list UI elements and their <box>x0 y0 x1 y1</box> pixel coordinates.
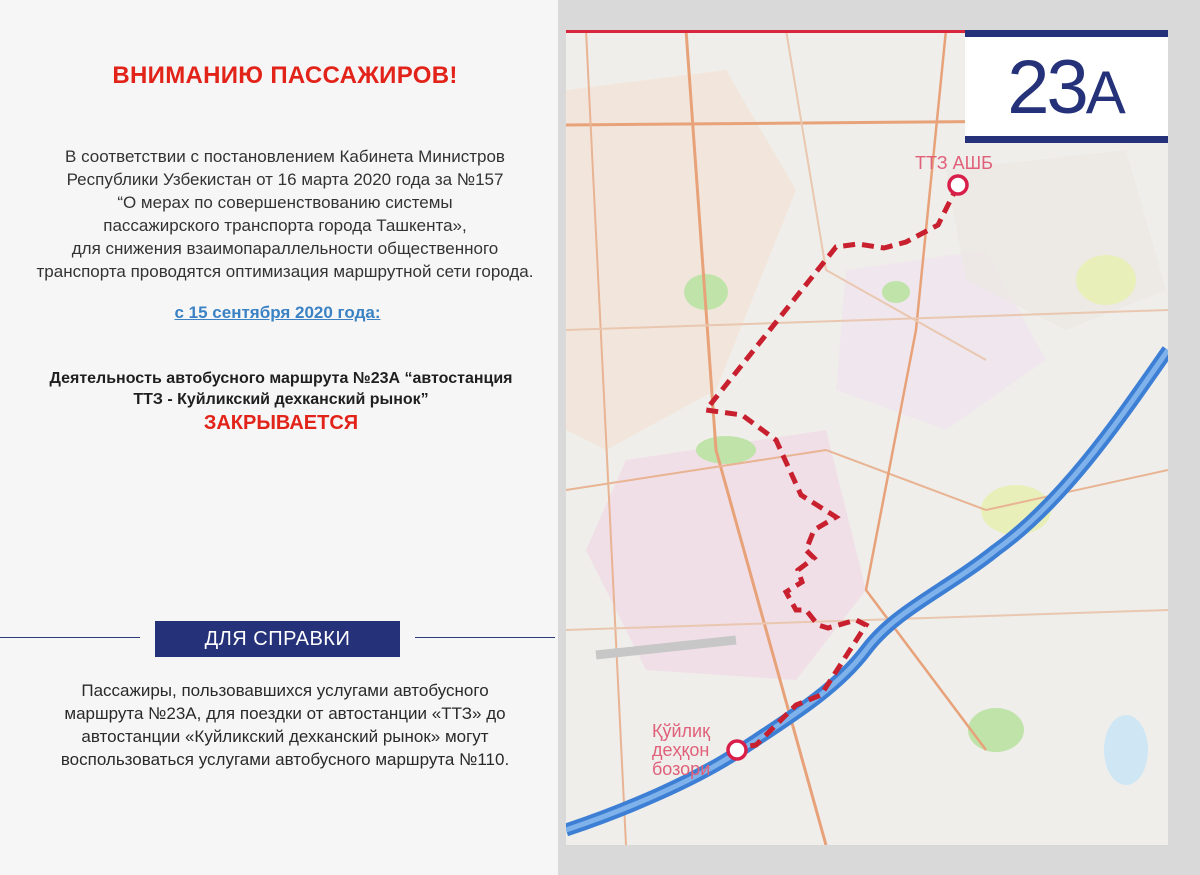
intro-line: для снижения взаимопараллельности общественного <box>71 239 499 258</box>
reference-text <box>0 679 570 771</box>
divider-right <box>415 637 555 638</box>
closing-status: ЗАКРЫВАЕТСЯ <box>203 412 359 434</box>
route-number-digits: 23 <box>1007 45 1086 130</box>
route-number-badge <box>965 30 1168 143</box>
intro-line: “О мерах по совершенствованию системы <box>117 193 453 212</box>
route-description <box>0 368 562 410</box>
intro-line: В соответствии с постановлением Кабинета Министров <box>65 147 505 166</box>
start-stop-marker <box>949 176 967 194</box>
end-stop-label <box>652 722 710 779</box>
reference-line: Пассажиры, пользовавшихся услугами автобусного <box>81 681 489 700</box>
badge-top-bar <box>965 30 1168 37</box>
route-number <box>965 44 1168 131</box>
park-area <box>1076 255 1136 305</box>
end-stop-label-line: бозори <box>652 759 711 779</box>
route-desc-line: Деятельность автобусного маршрута №23А “автостанция <box>49 370 513 387</box>
park-area <box>968 708 1024 752</box>
reference-line: воспользоваться услугами автобусного маршрута №110. <box>60 750 510 769</box>
divider-left <box>0 637 140 638</box>
route-desc-line: ТТЗ - Куйликский дехканский рынок” <box>133 391 429 408</box>
park-area <box>1104 715 1148 785</box>
intro-text <box>0 145 570 283</box>
end-stop-label-line: Қўйлиқ <box>652 721 710 741</box>
park-area <box>696 436 756 464</box>
badge-bottom-bar <box>965 136 1168 143</box>
reference-heading: ДЛЯ СПРАВКИ <box>155 621 400 657</box>
end-stop-marker <box>728 741 746 759</box>
intro-line: Республики Узбекистан от 16 марта 2020 года за №157 <box>66 170 504 189</box>
start-stop-label: ТТЗ АШБ <box>915 153 993 173</box>
end-stop-label-line: деҳқон <box>652 740 710 760</box>
notice-panel <box>0 0 555 875</box>
intro-line: транспорта проводятся оптимизация маршрутной сети города. <box>36 262 534 281</box>
notice-title: ВНИМАНИЮ ПАССАЖИРОВ! <box>112 62 458 89</box>
route-number-letter: А <box>1085 59 1126 126</box>
effective-date: с 15 сентября 2020 года: <box>174 303 381 322</box>
reference-line: маршрута №23А, для поездки от автостанции «ТТЗ» до <box>64 704 506 723</box>
park-area <box>882 281 910 303</box>
intro-line: пассажирского транспорта города Ташкента», <box>103 216 467 235</box>
map-accent-line <box>566 30 966 33</box>
reference-line: автостанции «Куйликский дехканский рынок» могут <box>81 727 489 746</box>
